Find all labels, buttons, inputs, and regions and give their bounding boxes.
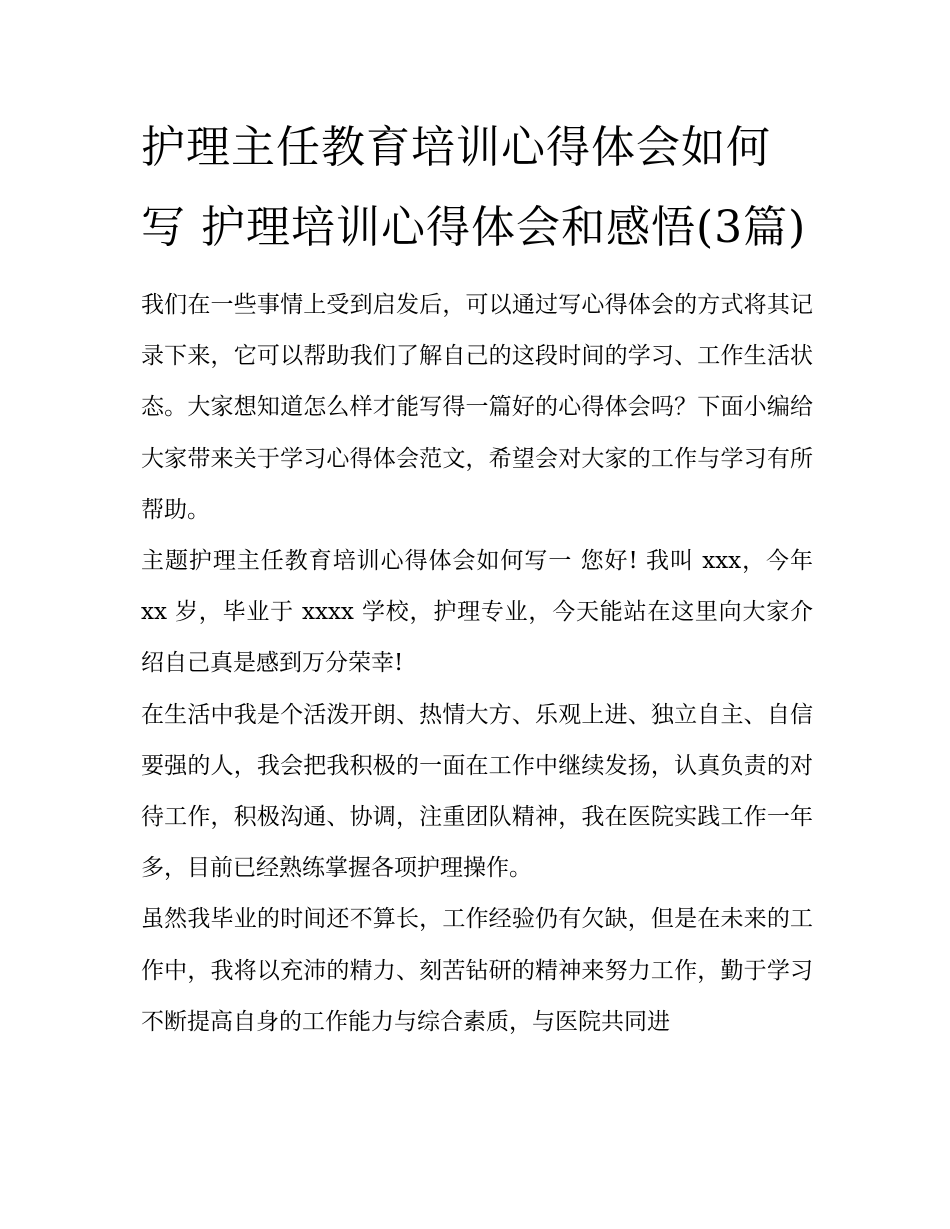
document-content	[141, 108, 813, 1048]
paragraph-personality: 在生活中我是个活泼开朗、热情大方、乐观上进、独立自主、自信要强的人，我会把我积极的一面在工作中继续发扬，认真负责的对待工作，积极沟通、协调，注重团队精神，我在医院实践工作一年多，目前已经熟练掌握各项护理操作。	[141, 701, 813, 882]
paragraph-self-introduction: 主题护理主任教育培训心得体会如何写一 您好! 我叫 xxx，今年 xx 岁，毕业于 xxxx 学校，护理专业，今天能站在这里向大家介绍自己真是感到万分荣幸!	[141, 548, 813, 677]
document-title: 护理主任教育培训心得体会如何写 护理培训心得体会和感悟(3篇)	[141, 122, 807, 253]
paragraph-future-work: 虽然我毕业的时间还不算长，工作经验仍有欠缺，但是在未来的工作中，我将以充沛的精力、刻苦钻研的精神来努力工作，勤于学习不断提高自身的工作能力与综合素质，与医院共同进	[141, 906, 813, 1035]
paragraph-intro: 我们在一些事情上受到启发后，可以通过写心得体会的方式将其记录下来，它可以帮助我们了解自己的这段时间的学习、工作生活状态。大家想知道怎么样才能写得一篇好的心得体会吗？下面小编给大家带来关于学习心得体会范文，希望会对大家的工作与学习有所帮助。	[141, 292, 813, 523]
document-body	[141, 280, 813, 1048]
